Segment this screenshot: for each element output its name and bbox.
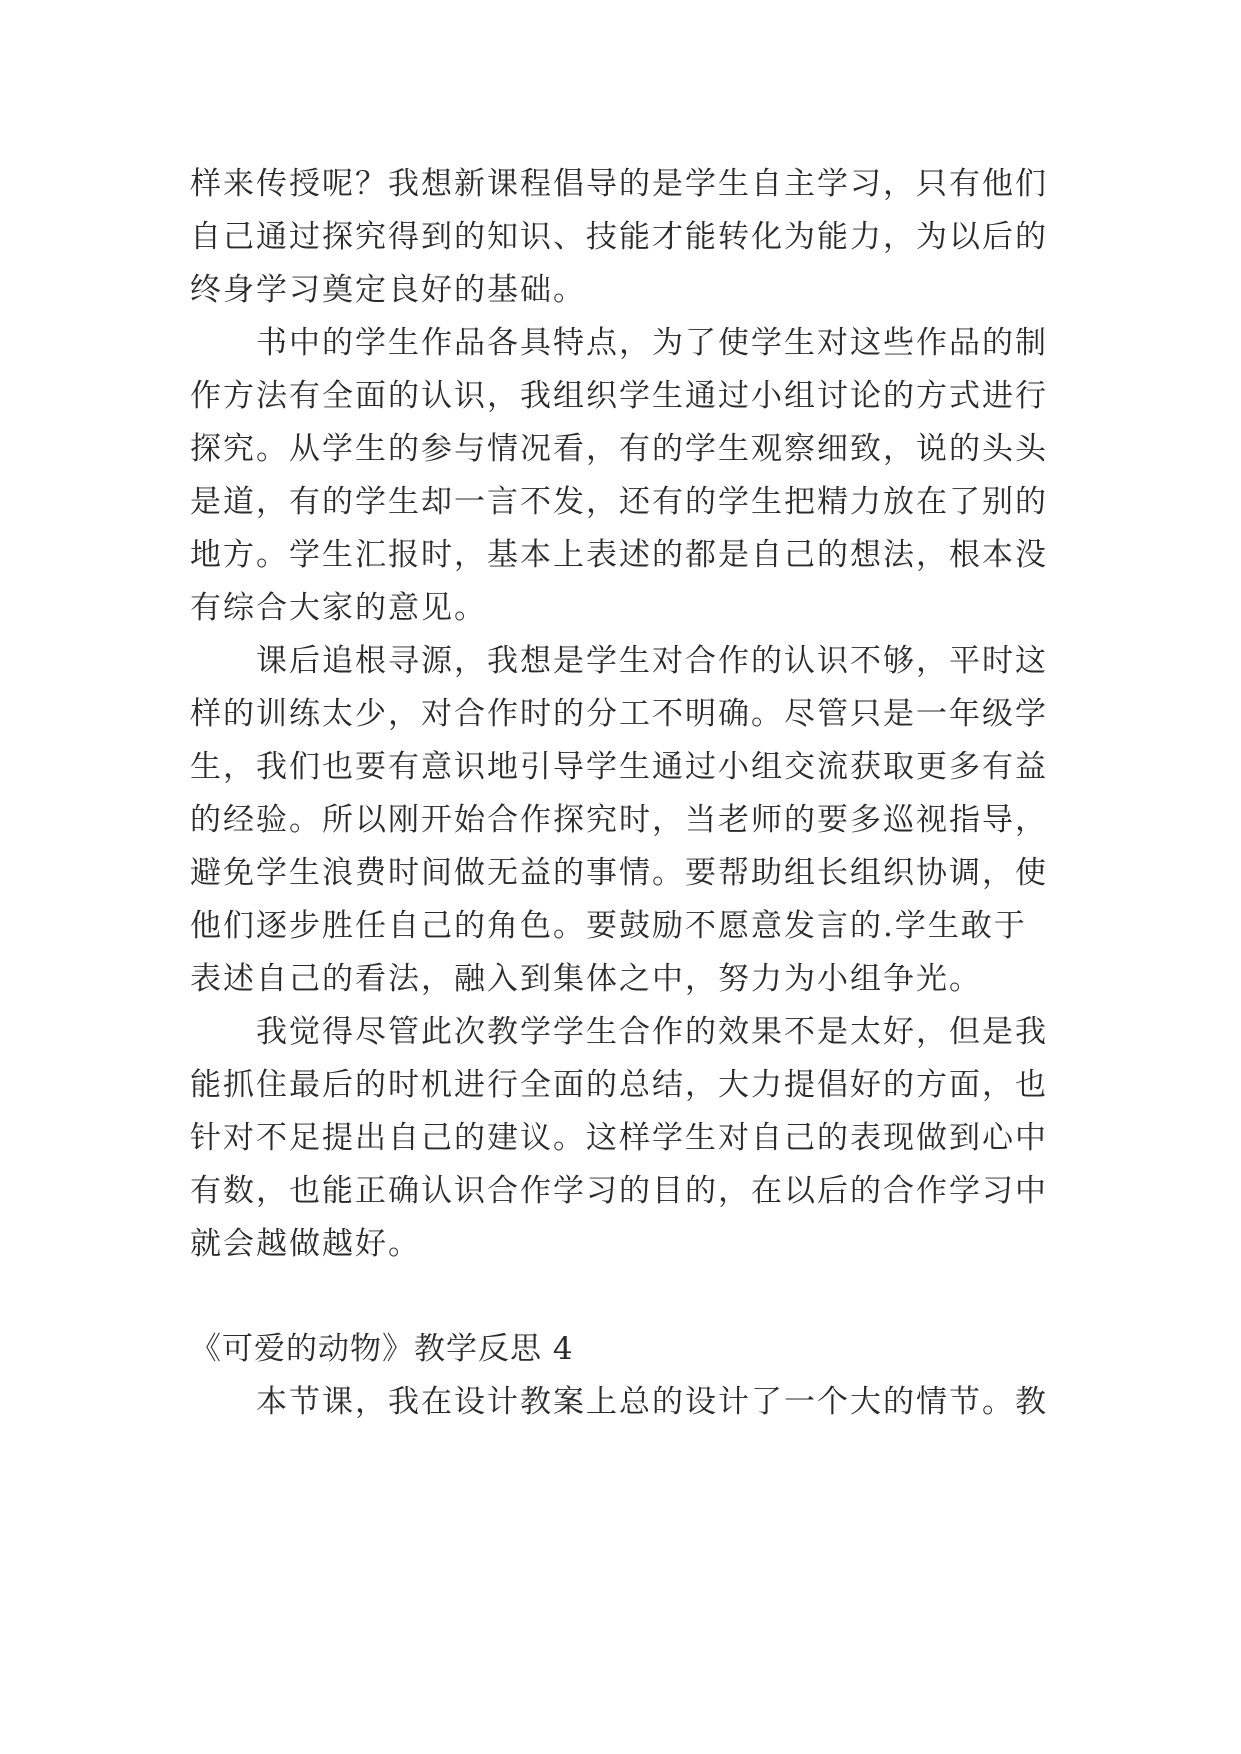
- text-line: 地方。学生汇报时，基本上表述的都是自己的想法，根本没: [190, 537, 1048, 573]
- text-line: 自己通过探究得到的知识、技能才能转化为能力，为以后的: [190, 219, 1048, 255]
- text-line: 就会越做越好。: [190, 1226, 421, 1262]
- text-line: 避免学生浪费时间做无益的事情。要帮助组长组织协调，使: [190, 855, 1048, 891]
- text-line: 样来传授呢？我想新课程倡导的是学生自主学习，只有他们: [190, 166, 1048, 202]
- paragraph: [190, 1006, 1050, 1271]
- text-line: 是道，有的学生却一言不发，还有的学生把精力放在了别的: [190, 484, 1048, 520]
- text-line: 探究。从学生的参与情况看，有的学生观察细致，说的头头: [190, 431, 1048, 467]
- paragraph: [190, 317, 1050, 635]
- text-line: 的经验。所以刚开始合作探究时，当老师的要多巡视指导，: [190, 802, 1048, 838]
- text-line: 样的训练太少，对合作时的分工不明确。尽管只是一年级学: [190, 696, 1048, 732]
- text-line: 有数，也能正确认识合作学习的目的，在以后的合作学习中: [190, 1173, 1048, 1209]
- section-title: 《可爱的动物》教学反思 4: [190, 1331, 574, 1367]
- text-line: 课后追根寻源，我想是学生对合作的认识不够，平时这: [256, 643, 1048, 679]
- paragraph: [190, 635, 1050, 1006]
- text-line: 他们逐步胜任自己的角色。要鼓励不愿意发言的.学生敢于: [190, 908, 1027, 944]
- text-line: 书中的学生作品各具特点，为了使学生对这些作品的制: [256, 325, 1048, 361]
- paragraph: [190, 1376, 1050, 1429]
- text-line: 终身学习奠定良好的基础。: [190, 272, 586, 308]
- text-line: 针对不足提出自己的建议。这样学生对自己的表现做到心中: [190, 1120, 1048, 1156]
- text-line: 本节课，我在设计教案上总的设计了一个大的情节。教: [256, 1384, 1048, 1420]
- text-line: 作方法有全面的认识，我组织学生通过小组讨论的方式进行: [190, 378, 1048, 414]
- text-line: 我觉得尽管此次教学学生合作的效果不是太好，但是我: [256, 1014, 1048, 1050]
- text-line: 生，我们也要有意识地引导学生通过小组交流获取更多有益: [190, 749, 1048, 785]
- paragraph: [190, 158, 1050, 317]
- text-line: 能抓住最后的时机进行全面的总结，大力提倡好的方面，也: [190, 1067, 1048, 1103]
- text-line: 表述自己的看法，融入到集体之中，努力为小组争光。: [190, 961, 982, 997]
- text-line: 有综合大家的意见。: [190, 590, 487, 626]
- document-body: [190, 158, 1050, 1429]
- section-spacer: [190, 1271, 1050, 1323]
